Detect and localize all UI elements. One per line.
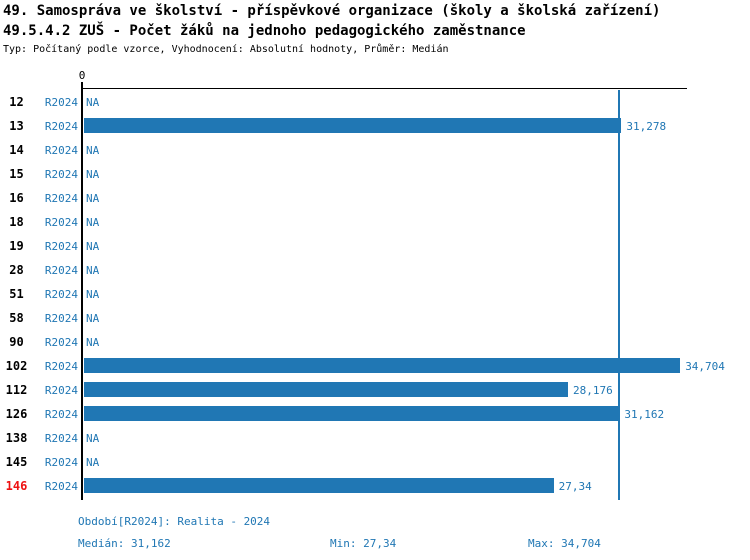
- na-label: NA: [86, 336, 100, 349]
- bar: [84, 382, 568, 397]
- table-row: [0, 474, 750, 498]
- chart-subtitle: Typ: Počítaný podle vzorce, Vyhodnocení: Absolutní hodnoty, Průměr: Medián: [3, 44, 449, 55]
- row-period-label: R2024: [44, 432, 78, 445]
- footer-median: Medián: 31,162: [78, 537, 171, 550]
- table-row: [0, 354, 750, 378]
- bar-value-label: 31,162: [624, 408, 665, 421]
- row-period-label: R2024: [44, 312, 78, 325]
- na-label: NA: [86, 456, 100, 469]
- row-period-label: R2024: [44, 360, 78, 373]
- row-period-label: R2024: [44, 408, 78, 421]
- table-row: [0, 378, 750, 402]
- footer-max: Max: 34,704: [528, 537, 601, 550]
- row-period-label: R2024: [44, 480, 78, 493]
- table-row: [0, 234, 750, 258]
- bar-value-label: 27,34: [558, 480, 592, 493]
- table-row: [0, 138, 750, 162]
- row-period-label: R2024: [44, 336, 78, 349]
- row-label: 13: [9, 119, 24, 133]
- row-label: 19: [9, 239, 24, 253]
- row-period-label: R2024: [44, 120, 78, 133]
- row-label: 51: [9, 287, 24, 301]
- row-label: 90: [9, 335, 24, 349]
- table-row: [0, 186, 750, 210]
- row-period-label: R2024: [44, 144, 78, 157]
- row-label: 15: [9, 167, 24, 181]
- page-title: 49. Samospráva ve školství - příspěvkové organizace (školy a školská zařízení): [3, 3, 661, 19]
- row-label: 18: [9, 215, 24, 229]
- footer-period: Období[R2024]: Realita - 2024: [78, 515, 271, 528]
- row-label: 16: [9, 191, 24, 205]
- row-label: 102: [5, 359, 28, 373]
- na-label: NA: [86, 312, 100, 325]
- table-row: [0, 282, 750, 306]
- bar: [84, 358, 680, 373]
- na-label: NA: [86, 96, 100, 109]
- table-row: [0, 426, 750, 450]
- row-period-label: R2024: [44, 192, 78, 205]
- x-axis-origin-label: 0: [78, 69, 86, 82]
- bar: [84, 118, 621, 133]
- row-period-label: R2024: [44, 96, 78, 109]
- row-label: 145: [5, 455, 28, 469]
- table-row: [0, 258, 750, 282]
- footer-min: Min: 27,34: [330, 537, 397, 550]
- row-period-label: R2024: [44, 456, 78, 469]
- row-period-label: R2024: [44, 216, 78, 229]
- table-row: [0, 450, 750, 474]
- row-label: 112: [5, 383, 28, 397]
- table-row: [0, 210, 750, 234]
- row-label: 12: [9, 95, 24, 109]
- na-label: NA: [86, 144, 100, 157]
- bar-value-label: 34,704: [685, 360, 725, 373]
- bar-value-label: 28,176: [573, 384, 613, 397]
- na-label: NA: [86, 168, 100, 181]
- na-label: NA: [86, 240, 100, 253]
- row-label: 126: [5, 407, 28, 421]
- bar: [84, 406, 619, 421]
- row-period-label: R2024: [44, 288, 78, 301]
- row-period-label: R2024: [44, 240, 78, 253]
- na-label: NA: [86, 192, 100, 205]
- row-label: 28: [9, 263, 24, 277]
- table-row: [0, 162, 750, 186]
- chart-title: 49.5.4.2 ZUŠ - Počet žáků na jednoho pedagogického zaměstnance: [3, 23, 526, 39]
- row-period-label: R2024: [44, 168, 78, 181]
- na-label: NA: [86, 432, 100, 445]
- x-axis-line: [81, 88, 687, 89]
- bar: [84, 478, 554, 493]
- table-row: [0, 114, 750, 138]
- table-row: [0, 306, 750, 330]
- row-label: 14: [9, 143, 24, 157]
- table-row: [0, 330, 750, 354]
- row-period-label: R2024: [44, 384, 78, 397]
- row-label: 58: [9, 311, 24, 325]
- row-label: 138: [5, 431, 28, 445]
- bar-value-label: 31,278: [626, 120, 667, 133]
- row-label: 146: [5, 479, 28, 493]
- table-row: [0, 90, 750, 114]
- table-row: [0, 402, 750, 426]
- na-label: NA: [86, 264, 100, 277]
- row-period-label: R2024: [44, 264, 78, 277]
- na-label: NA: [86, 216, 100, 229]
- bar-rows: [0, 90, 750, 498]
- na-label: NA: [86, 288, 100, 301]
